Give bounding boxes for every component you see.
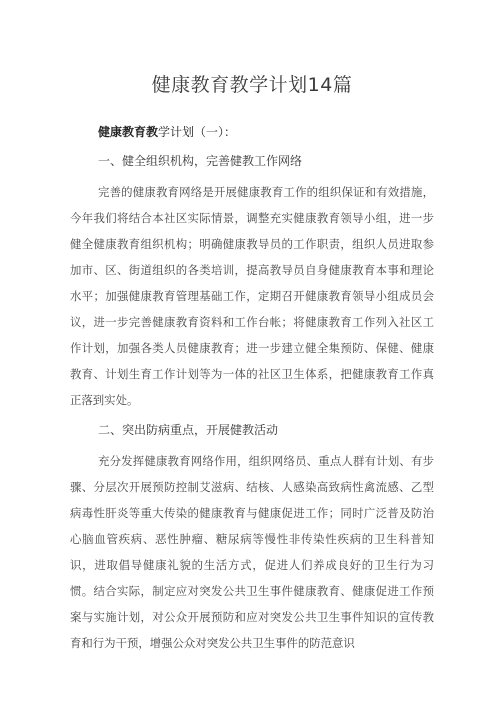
section-1-heading: 一、健全组织机构，完善健教工作网络 [98, 154, 303, 168]
plan-subtitle [98, 123, 434, 140]
subtitle-rest-part: 学计划（一）： [158, 125, 237, 139]
section-2-heading: 二、突出防病重点，开展健教活动 [98, 423, 279, 437]
document-title: 健康教育教学计划14篇 [151, 74, 353, 96]
subtitle-bold-part: 健康教育教 [98, 125, 159, 139]
section-2-paragraph: 充分发挥健康教育网络作用，组织网络员、重点人群有计划、有步骤、分层次开展预防控制艾滋病、结核、人感染高致病性禽流感、乙型病毒性肝炎等重大传染的健康教育与健康促进工作；同时广泛普及防治心脑血管疾病、恶性肿瘤、糖尿病等慢性非传染性疾病的卫生科普知识，进取倡导健康礼貌的生活方式，促进人们养成良好的卫生行为习惯。结合实际，制定应对突发公共卫生事件健康教育、健康促进工作预案与实施计划，对公众开展预防和应对突发公共卫生事件知识的宣传教育和行为干预，增强公众对突发公共卫生事件的防范意识 [70, 454, 434, 650]
section-1-paragraph: 完善的健康教育网络是开展健康教育工作的组织保证和有效措施，今年我们将结合本社区实际情景，调整充实健康教育领导小组，进一步健全健康教育组织机构；明确健康教导员的工作职责，组织人员进取参加市、区、街道组织的各类培训，提高教导员自身健康教育本事和理论水平；加强健康教育管理基础工作，定期召开健康教育领导小组成员会议，进一步完善健康教育资料和工作台帐；将健康教育工作列入社区工作计划，加强各类人员健康教育；进一步建立健全集预防、保健、健康教育、计划生育工作计划等为一体的社区卫生体系，把健康教育工作真正落到实处。 [70, 185, 434, 407]
